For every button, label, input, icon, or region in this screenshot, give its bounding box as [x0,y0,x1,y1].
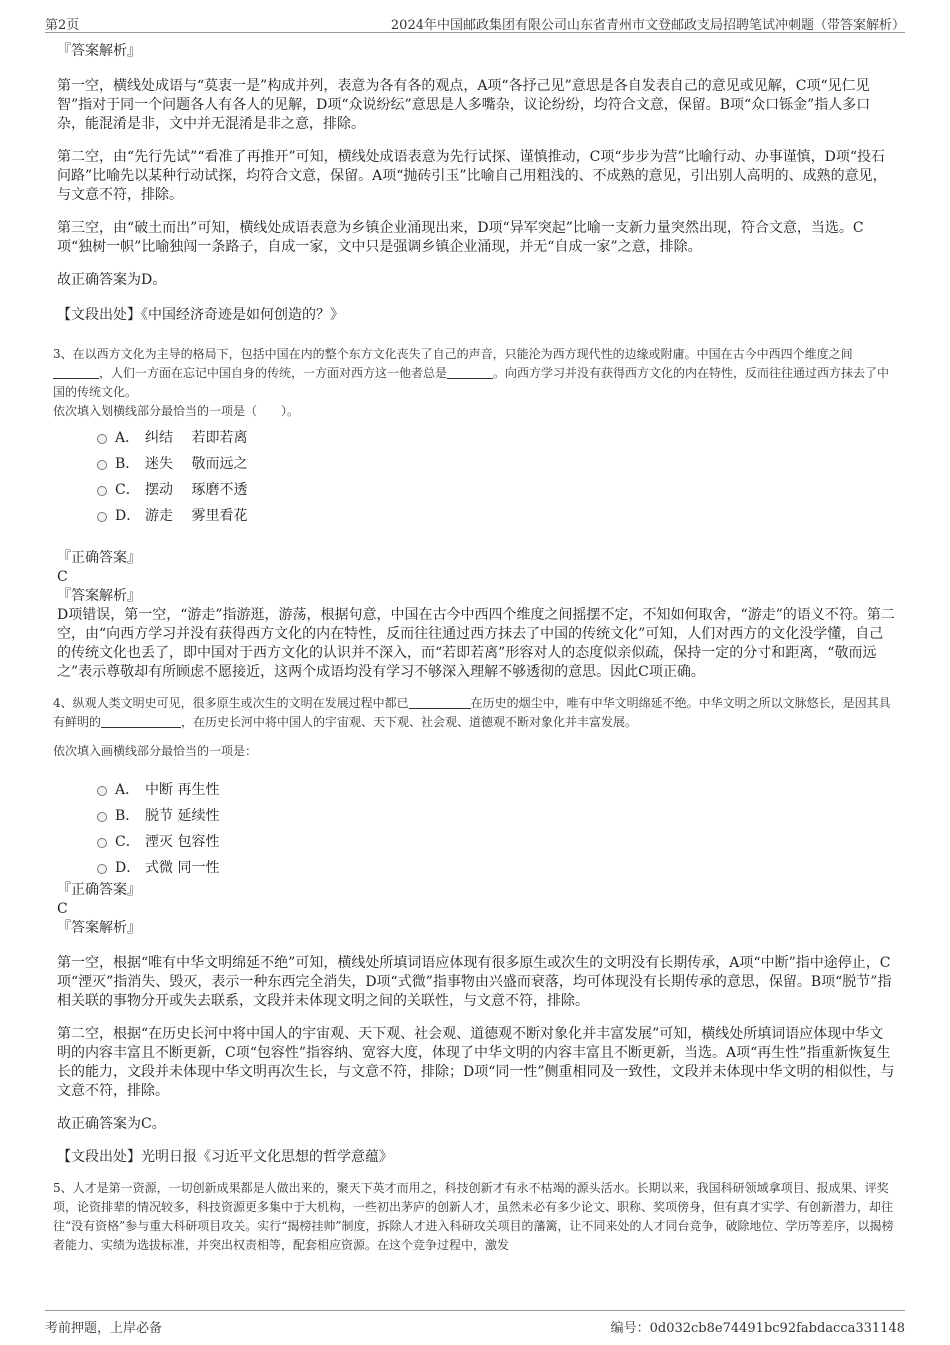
option-b[interactable] [57,803,895,829]
options-list [57,425,895,529]
question-instruction: 依次填入划横线部分最恰当的一项是（ ）。 [53,404,300,418]
document-title: 2024年中国邮政集团有限公司山东省青州市文登邮政支局招聘笔试冲刺题（带答案解析） [390,18,905,33]
question-3 [53,345,895,682]
option-letter: A． [115,430,140,446]
fill-blank [447,364,493,379]
stem-text: 。向西方学习并没有获得西方文化的内在特性，反而往往通过西方抹去了中国的传统文化。 [53,366,890,399]
page-content [53,42,895,1255]
option-letter: D． [115,860,141,876]
option-c[interactable] [57,829,895,855]
answer-conclusion: 故正确答案为D。 [57,272,167,288]
correct-answer: C [57,901,68,917]
question-4 [53,694,895,1167]
option-a[interactable] [57,425,895,451]
radio-button[interactable] [97,512,107,522]
option-letter: B． [115,456,140,472]
fill-blank [409,694,471,709]
source-citation: 【文段出处】《中国经济奇迹是如何创造的？》 [57,307,344,323]
analysis-paragraph: 第二空，根据“在历史长河中将中国人的宇宙观、天下观、社会观、道德观不断对象化并丰富发展”可知，横线处所填词语应体现中华文明的内容丰富且不断更新，C项“包容性”指容纳、宽容大度，体现了中华文明的内容丰富且不断更新，当选。A项“再生性”指重新恢复生长的能力，文段并未体现中华文明再次生长，与文意不符，排除；D项“同一性”侧重相同及一致性，文段并未体现中华文明的相似性，与文意不符，排除。 [57,1026,895,1099]
option-letter: C． [115,834,140,850]
fill-blank [101,713,181,728]
stem-text: 4、纵观人类文明史可见，很多原生或次生的文明在发展过程中都已 [53,696,409,710]
option-text: 纠结 若即若离 [145,430,248,446]
source-citation: 【文段出处】光明日报《习近平文化思想的哲学意蕴》 [57,1149,393,1165]
question-instruction: 依次填入画横线部分最恰当的一项是： [53,744,258,758]
radio-button[interactable] [97,864,107,874]
analysis-paragraph: 第一空，横线处成语与“莫衷一是”构成并列，表意为各有各的观点，A项“各抒己见”意思是各自发表自己的意见或见解，C项“见仁见智”指对于同一个问题各人有各人的见解，D项“众说纷纭”意思是人多嘴杂，议论纷纷，均符合文意，保留。B项“众口铄金”指人多口杂，能混淆是非，文中并无混淆是非之意，排除。 [57,78,871,132]
prev-question-analysis [57,42,895,325]
fill-blank [53,364,99,379]
question-stem [53,345,895,402]
option-b[interactable] [57,451,895,477]
option-letter: C． [115,482,140,498]
footer-slogan: 考前押题，上岸必备 [45,1321,163,1336]
question-stem [53,694,895,732]
option-letter: B． [115,808,140,824]
analysis-label: 『答案解析』 [57,920,141,936]
option-text: 式微 同一性 [145,860,220,876]
stem-text: ，人们一方面在忘记中国自身的传统，一方面对西方这一他者总是 [99,366,448,380]
option-c[interactable] [57,477,895,503]
answer-conclusion: 故正确答案为C。 [57,1116,166,1132]
option-letter: D． [115,508,141,524]
correct-answer-label: 『正确答案』 [57,882,141,898]
page-number: 第2页 [45,18,80,33]
correct-answer-label: 『正确答案』 [57,550,141,566]
options-list [57,777,895,881]
stem-text: ，在历史长河中将中国人的宇宙观、天下观、社会观、道德观不断对象化并丰富发展。 [181,715,638,729]
correct-answer: C [57,569,68,585]
page-footer [45,1310,905,1339]
analysis-paragraph: 第一空，根据“唯有中华文明绵延不绝”可知，横线处所填词语应体现有很多原生或次生的文明没有长期传承，A项“中断”指中途停止，C项“湮灭”指消失、毁灭，表示一种东西完全消失，D项“式微”指事物由兴盛而衰落，均可体现没有长期传承的意思，保留。B项“脱节”指相关联的事物分开或失去联系，文段并未体现文明之间的关联性，与文意不符，排除。 [57,955,892,1009]
option-text: 游走 雾里看花 [145,508,248,524]
option-letter: A． [115,782,140,798]
option-text: 中断 再生性 [145,782,220,798]
stem-text: 在历史的烟尘中，唯有中华文明绵延不绝。中华文明之所以文脉悠长，是因其具有鲜明的 [53,696,891,729]
radio-button[interactable] [97,486,107,496]
option-text: 迷失 敬而远之 [145,456,248,472]
analysis-label: 『答案解析』 [57,588,141,604]
radio-button[interactable] [97,786,107,796]
option-d[interactable] [57,855,895,881]
radio-button[interactable] [97,434,107,444]
radio-button[interactable] [97,812,107,822]
option-text: 脱节 延续性 [145,808,220,824]
option-d[interactable] [57,503,895,529]
question-stem: 5、人才是第一资源，一切创新成果都是人做出来的，聚天下英才而用之，科技创新才有永不枯竭的源头活水。长期以来，我国科研领域拿项目、报成果、评奖项，论资排辈的情况较多，科技资源更多集中于大机构，一些初出茅庐的创新人才，虽然未必有多少论文、职称、奖项傍身，但有真才实学、有创新潜力，却往往“没有资格”参与重大科研项目攻关。实行“揭榜挂帅”制度，拆除人才进入科研攻关项目的藩篱，让不同来处的人才同台竞争，破除地位、学历等差序，以揭榜者能力、实绩为选拔标准，并突出权责相等，配套相应资源。在这个竞争过程中，激发 [53,1181,894,1252]
stem-text: 3、在以西方文化为主导的格局下，包括中国在内的整个东方文化丧失了自己的声音，只能沦为西方现代性的边缘或附庸。中国在古今中西四个维度之间 [53,347,853,361]
radio-button[interactable] [97,460,107,470]
question-5 [53,1179,895,1255]
option-a[interactable] [57,777,895,803]
option-text: 湮灭 包容性 [145,834,220,850]
document-code: 编号：0d032cb8e74491bc92fabdacca331148 [610,1321,905,1336]
analysis-paragraph: 第二空，由“先行先试”“看准了再推开”可知，横线处成语表意为先行试探、谨慎推动，C项“步步为营”比喻行动、办事谨慎，D项“投石问路”比喻先以某种行动试探，均符合文意，保留。A项“抛砖引玉”比喻自己用粗浅的、不成熟的意见，引出别人高明的、成熟的意见，与文意不符，排除。 [57,149,887,203]
analysis-paragraph: D项错误，第一空，“游走”指游逛，游荡，根据句意，中国在古今中西四个维度之间摇摆不定，不知如何取舍，“游走”的语义不符。第二空，由“向西方学习并没有获得西方文化的内在特性，反而往往通过西方抹去了中国的传统文化”可知，人们对西方的文化没学懂，自己的传统文化也丢了，即中国对于西方文化的认识并不深入，而“若即若离”形容对人的态度似亲似疏，保持一定的分寸和距离，“敬而远之”表示尊敬却有所顾虑不愿接近，这两个成语均没有学习不够深入理解不够透彻的意思。因此C项正确。 [57,607,895,680]
analysis-label: 『答案解析』 [57,43,141,59]
radio-button[interactable] [97,838,107,848]
analysis-paragraph: 第三空，由“破土而出”可知，横线处成语表意为乡镇企业涌现出来，D项“异军突起”比喻一支新力量突然出现，符合文意，当选。C项“独树一帜”比喻独闯一条路子，自成一家，文中只是强调乡镇企业涌现，并无“自成一家”之意，排除。 [57,220,864,255]
option-text: 摆动 琢磨不透 [145,482,248,498]
page-header [45,10,905,33]
